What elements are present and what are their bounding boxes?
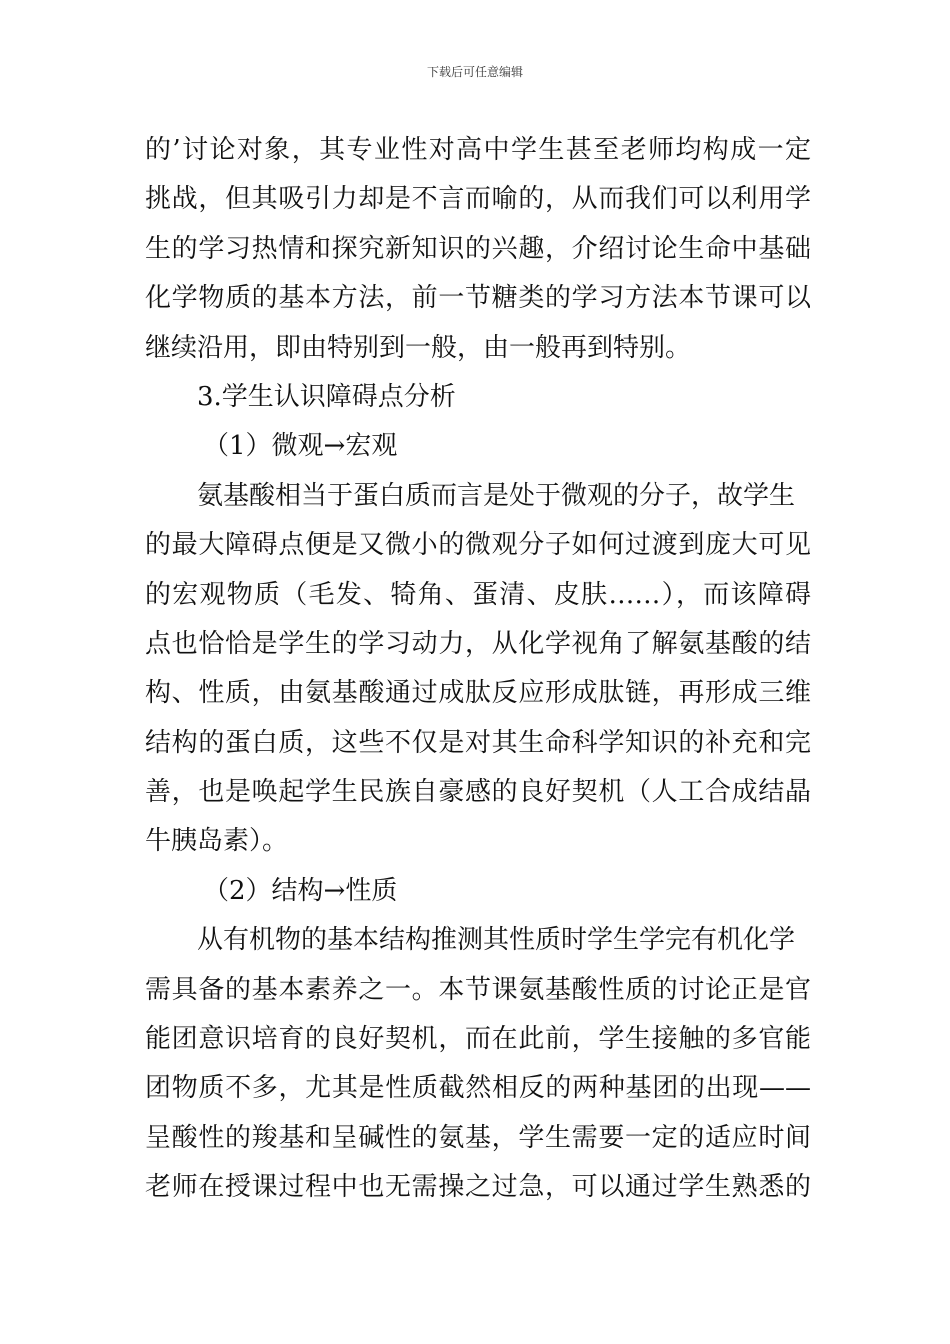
paragraph-line: 构、性质，由氨基酸通过成肽反应形成肽链，再形成三维	[145, 678, 811, 709]
paragraph-line: 呈酸性的羧基和呈碱性的氨基，学生需要一定的适应时间	[145, 1122, 811, 1153]
paragraph-line: 继续沿用，即由特别到一般，由一般再到特别。	[145, 332, 692, 363]
paragraph-line: 的’讨论对象，其专业性对高中学生甚至老师均构成一定	[145, 135, 811, 165]
subsection-heading: （1）微观→宏观	[203, 431, 398, 462]
document-body	[145, 126, 811, 1213]
paragraph-line: 化学物质的基本方法，前一节糖类的学习方法本节课可以	[145, 283, 811, 314]
paragraph-line: 点也恰恰是学生的学习动力，从化学视角了解氨基酸的结	[145, 628, 811, 659]
paragraph-line: 挑战，但其吸引力却是不言而喻的，从而我们可以利用学	[145, 184, 811, 215]
paragraph-line: 的宏观物质（毛发、犄角、蛋清、皮肤……），而该障碍	[145, 579, 811, 610]
paragraph-line: 需具备的基本素养之一。本节课氨基酸性质的讨论正是官	[145, 974, 811, 1005]
section-heading: 3.学生认识障碍点分析	[197, 381, 456, 412]
paragraph-line: 牛胰岛素）。	[145, 826, 289, 857]
page-header: 下载后可任意编辑	[426, 65, 523, 79]
paragraph-line: 的最大障碍点便是又微小的微观分子如何过渡到庞大可见	[145, 530, 811, 561]
paragraph-line: 氨基酸相当于蛋白质而言是处于微观的分子，故学生	[197, 480, 796, 511]
paragraph-line: 从有机物的基本结构推测其性质时学生学完有机化学	[197, 925, 796, 956]
paragraph-line: 老师在授课过程中也无需操之过急，可以通过学生熟悉的	[145, 1172, 811, 1203]
paragraph-line: 能团意识培育的良好契机，而在此前，学生接触的多官能	[145, 1024, 811, 1055]
subsection-heading: （2）结构→性质	[203, 875, 398, 906]
paragraph-line: 善，也是唤起学生民族自豪感的良好契机（人工合成结晶	[145, 777, 811, 808]
paragraph-line: 团物质不多，尤其是性质截然相反的两种基团的出现——	[145, 1073, 811, 1104]
paragraph-line: 结构的蛋白质，这些不仅是对其生命科学知识的补充和完	[145, 727, 811, 758]
paragraph-line: 生的学习热情和探究新知识的兴趣，介绍讨论生命中基础	[145, 233, 811, 264]
